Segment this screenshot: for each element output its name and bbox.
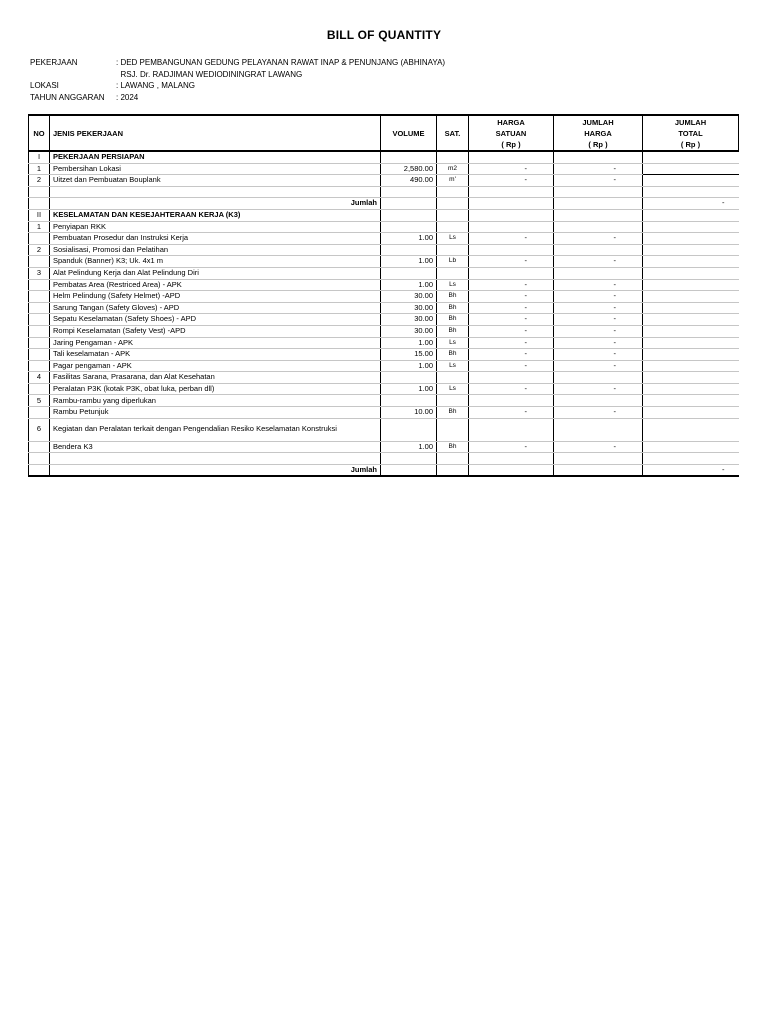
cell-harga-satuan: [469, 186, 554, 198]
cell-harga-satuan: -: [469, 233, 554, 245]
cell-harga-satuan: [469, 209, 554, 221]
cell-harga-satuan: [469, 464, 554, 476]
header-line: HARGA: [584, 128, 612, 138]
document-title: BILL OF QUANTITY: [326, 28, 442, 42]
table-row: [29, 441, 739, 453]
cell-jenis-pekerjaan: Penyiapan RKK: [50, 221, 381, 233]
cell-jenis-pekerjaan: Sosialisasi, Promosi dan Pelatihan: [50, 244, 381, 256]
cell-volume: 30.00: [381, 291, 437, 303]
table-row: [29, 244, 739, 256]
cell-jumlah-total: [643, 453, 739, 465]
cell-jenis-pekerjaan: Spanduk (Banner) K3; Uk. 4x1 m: [50, 256, 381, 268]
cell-volume: [381, 151, 437, 163]
cell-jumlah-total: [643, 151, 739, 163]
cell-jumlah-harga: [554, 221, 643, 233]
cell-jumlah-harga: [554, 418, 643, 441]
cell-harga-satuan: -: [469, 302, 554, 314]
meta-value: : LAWANG , MALANG: [116, 81, 195, 90]
cell-harga-satuan: -: [469, 337, 554, 349]
cell-sat: [437, 464, 469, 476]
table-row: [29, 175, 739, 187]
cell-sat: [437, 198, 469, 210]
cell-no: [29, 337, 50, 349]
cell-jumlah-harga: [554, 186, 643, 198]
cell-sat: [437, 186, 469, 198]
table-row: [29, 372, 739, 384]
table-row: [29, 383, 739, 395]
cell-sat: [437, 267, 469, 279]
cell-no: [29, 291, 50, 303]
cell-volume: [381, 464, 437, 476]
table-row: [29, 233, 739, 245]
cell-no: 2: [29, 244, 50, 256]
cell-volume: 1.00: [381, 360, 437, 372]
cell-harga-satuan: [469, 151, 554, 163]
header-harga-satuan: [469, 115, 554, 151]
cell-no: [29, 464, 50, 476]
table-row: [29, 151, 739, 163]
cell-sat: Bh: [437, 314, 469, 326]
cell-jenis-pekerjaan: Rambu-rambu yang diperlukan: [50, 395, 381, 407]
cell-jenis-pekerjaan: KESELAMATAN DAN KESEJAHTERAAN KERJA (K3): [50, 209, 381, 221]
cell-harga-satuan: -: [469, 407, 554, 419]
cell-jumlah-harga: -: [554, 337, 643, 349]
cell-jenis-pekerjaan: [50, 453, 381, 465]
cell-sat: Ls: [437, 360, 469, 372]
cell-jumlah-label: Jumlah: [50, 198, 381, 210]
cell-jumlah-total: [643, 302, 739, 314]
cell-jenis-pekerjaan: Peralatan P3K (kotak P3K, obat luka, perban dll): [50, 383, 381, 395]
cell-jumlah-total: [643, 314, 739, 326]
cell-no: 2: [29, 175, 50, 187]
cell-no: [29, 233, 50, 245]
header-line: TOTAL: [678, 128, 703, 138]
cell-sat: Bh: [437, 291, 469, 303]
cell-sat: Lb: [437, 256, 469, 268]
table-row: [29, 186, 739, 198]
table-row: [29, 407, 739, 419]
header-line: ( Rp ): [588, 139, 608, 149]
cell-sat: [437, 244, 469, 256]
cell-harga-satuan: [469, 395, 554, 407]
cell-sat: [437, 395, 469, 407]
cell-harga-satuan: -: [469, 256, 554, 268]
cell-volume: [381, 221, 437, 233]
table-row: [29, 395, 739, 407]
cell-volume: 1.00: [381, 337, 437, 349]
cell-no: [29, 279, 50, 291]
table-row: [29, 267, 739, 279]
table-row: [29, 349, 739, 361]
header-line: ( Rp ): [680, 139, 701, 149]
cell-jumlah-harga: -: [554, 256, 643, 268]
cell-no: 4: [29, 372, 50, 384]
cell-sat: Bh: [437, 302, 469, 314]
meta-row-tahun: [30, 92, 445, 104]
cell-sat: m2: [437, 163, 469, 175]
cell-volume: [381, 209, 437, 221]
meta-row-lokasi: [30, 80, 445, 92]
meta-label: PEKERJAAN: [30, 58, 78, 67]
cell-volume: 490.00: [381, 175, 437, 187]
cell-volume: 30.00: [381, 314, 437, 326]
table-body: [29, 151, 739, 476]
meta-value: RSJ. Dr. RADJIMAN WEDIODININGRAT LAWANG: [116, 69, 303, 79]
cell-no: [29, 256, 50, 268]
cell-volume: [381, 418, 437, 441]
cell-jumlah-total: [643, 418, 739, 441]
cell-jenis-pekerjaan: PEKERJAAN PERSIAPAN: [50, 151, 381, 163]
cell-volume: [381, 267, 437, 279]
cell-volume: 30.00: [381, 325, 437, 337]
cell-no: [29, 349, 50, 361]
cell-jumlah-total: [643, 291, 739, 303]
cell-jumlah-harga: [554, 267, 643, 279]
header-volume: VOLUME: [381, 115, 437, 151]
cell-harga-satuan: [469, 221, 554, 233]
header-line: JUMLAH: [674, 117, 707, 127]
cell-no: [29, 453, 50, 465]
cell-jumlah-harga: -: [554, 233, 643, 245]
cell-sat: Ls: [437, 337, 469, 349]
table-row: [29, 221, 739, 233]
cell-volume: 15.00: [381, 349, 437, 361]
cell-jumlah-total: [643, 163, 739, 175]
cell-jenis-pekerjaan: Bendera K3: [50, 441, 381, 453]
cell-jenis-pekerjaan: [50, 186, 381, 198]
cell-harga-satuan: [469, 372, 554, 384]
cell-no: [29, 198, 50, 210]
cell-jenis-pekerjaan: Helm Pelindung (Safety Helmet) -APD: [50, 291, 381, 303]
cell-jumlah-harga: -: [554, 279, 643, 291]
cell-harga-satuan: [469, 244, 554, 256]
project-info: [30, 57, 445, 103]
meta-label: TAHUN ANGGARAN: [30, 92, 105, 102]
cell-sat: [437, 372, 469, 384]
cell-jumlah-label: Jumlah: [50, 464, 381, 476]
cell-jumlah-harga: -: [554, 383, 643, 395]
table-row: [29, 209, 739, 221]
cell-jumlah-harga: -: [554, 407, 643, 419]
cell-no: 6: [29, 418, 50, 441]
cell-sat: m': [437, 175, 469, 187]
cell-jenis-pekerjaan: Rambu Petunjuk: [50, 407, 381, 419]
cell-sat: Ls: [437, 279, 469, 291]
cell-sat: [437, 418, 469, 441]
meta-value: : DED PEMBANGUNAN GEDUNG PELAYANAN RAWAT INAP & PENUNJANG (ABHINAYA): [116, 58, 446, 67]
cell-jenis-pekerjaan: Pagar pengaman - APK: [50, 360, 381, 372]
header-sat: SAT.: [437, 115, 469, 151]
header-no: NO: [29, 115, 50, 151]
cell-no: [29, 325, 50, 337]
cell-jumlah-harga: [554, 372, 643, 384]
cell-jumlah-harga: [554, 244, 643, 256]
cell-harga-satuan: -: [469, 163, 554, 175]
cell-jumlah-total: [643, 256, 739, 268]
table-row: [29, 302, 739, 314]
cell-no: [29, 302, 50, 314]
cell-jenis-pekerjaan: Pembersihan Lokasi: [50, 163, 381, 175]
table-row: [29, 314, 739, 326]
cell-jumlah-total: [643, 441, 739, 453]
cell-harga-satuan: -: [469, 360, 554, 372]
cell-no: [29, 314, 50, 326]
cell-jumlah-total: [643, 267, 739, 279]
cell-jumlah-total: [643, 337, 739, 349]
meta-row-pekerjaan: [30, 57, 445, 69]
cell-jenis-pekerjaan: Alat Pelindung Kerja dan Alat Pelindung Diri: [50, 267, 381, 279]
cell-jenis-pekerjaan: Jaring Pengaman - APK: [50, 337, 381, 349]
cell-volume: [381, 186, 437, 198]
meta-value: : 2024: [116, 92, 139, 102]
cell-jumlah-total: [643, 221, 739, 233]
cell-jumlah-total: [643, 349, 739, 361]
cell-volume: [381, 198, 437, 210]
cell-volume: 2,580.00: [381, 163, 437, 175]
cell-volume: 1.00: [381, 256, 437, 268]
bill-of-quantity-table: [28, 114, 739, 477]
cell-volume: 1.00: [381, 441, 437, 453]
table-row: [29, 464, 739, 476]
cell-no: 1: [29, 221, 50, 233]
cell-sat: [437, 221, 469, 233]
table-row: [29, 256, 739, 268]
cell-sat: [437, 151, 469, 163]
cell-harga-satuan: [469, 267, 554, 279]
cell-jumlah-total: [643, 360, 739, 372]
cell-jumlah-harga: [554, 209, 643, 221]
cell-volume: 30.00: [381, 302, 437, 314]
table-row: [29, 337, 739, 349]
cell-jumlah-total: [643, 383, 739, 395]
cell-jumlah-harga: -: [554, 441, 643, 453]
header-line: SATUAN: [495, 128, 527, 138]
cell-harga-satuan: -: [469, 314, 554, 326]
cell-jumlah-total: [643, 325, 739, 337]
cell-sat: Ls: [437, 233, 469, 245]
cell-harga-satuan: -: [469, 175, 554, 187]
cell-jumlah-harga: -: [554, 302, 643, 314]
cell-sat: Bh: [437, 325, 469, 337]
cell-jumlah-harga: [554, 198, 643, 210]
cell-jumlah-total: [643, 175, 739, 187]
header-line: JUMLAH: [582, 117, 614, 127]
cell-no: 3: [29, 267, 50, 279]
cell-harga-satuan: -: [469, 325, 554, 337]
cell-jenis-pekerjaan: Tali keselamatan - APK: [50, 349, 381, 361]
cell-harga-satuan: [469, 453, 554, 465]
cell-harga-satuan: -: [469, 383, 554, 395]
table-row: [29, 453, 739, 465]
table-row: [29, 198, 739, 210]
cell-volume: 1.00: [381, 233, 437, 245]
cell-volume: [381, 244, 437, 256]
cell-jenis-pekerjaan: Uitzet dan Pembuatan Bouplank: [50, 175, 381, 187]
cell-no: I: [29, 151, 50, 163]
cell-jumlah-total: [643, 372, 739, 384]
cell-sat: Bh: [437, 441, 469, 453]
cell-no: [29, 186, 50, 198]
cell-jenis-pekerjaan: Sarung Tangan (Safety Gloves) - APD: [50, 302, 381, 314]
cell-jenis-pekerjaan: Kegiatan dan Peralatan terkait dengan Pengendalian Resiko Keselamatan Konstruksi: [50, 418, 381, 441]
cell-sat: Ls: [437, 383, 469, 395]
cell-volume: [381, 453, 437, 465]
cell-jenis-pekerjaan: Pembuatan Prosedur dan Instruksi Kerja: [50, 233, 381, 245]
cell-jumlah-total: [643, 395, 739, 407]
meta-label: LOKASI: [30, 81, 59, 90]
cell-jumlah-total: [643, 407, 739, 419]
cell-harga-satuan: -: [469, 349, 554, 361]
cell-jumlah-harga: [554, 453, 643, 465]
cell-jumlah-total: [643, 244, 739, 256]
cell-jumlah-total: -: [643, 198, 739, 210]
cell-volume: [381, 395, 437, 407]
cell-jumlah-total: [643, 209, 739, 221]
cell-sat: Bh: [437, 349, 469, 361]
cell-no: [29, 407, 50, 419]
cell-jenis-pekerjaan: Rompi Keselamatan (Safety Vest) -APD: [50, 325, 381, 337]
cell-volume: [381, 372, 437, 384]
cell-sat: [437, 453, 469, 465]
header-jumlah-harga: [554, 115, 643, 151]
cell-jumlah-harga: [554, 395, 643, 407]
header-jenis-pekerjaan: JENIS PEKERJAAN: [50, 115, 381, 151]
cell-harga-satuan: -: [469, 291, 554, 303]
cell-jumlah-harga: -: [554, 291, 643, 303]
table-row: [29, 291, 739, 303]
cell-jumlah-harga: [554, 464, 643, 476]
table-row: [29, 325, 739, 337]
cell-jumlah-harga: [554, 151, 643, 163]
cell-no: 1: [29, 163, 50, 175]
cell-sat: Bh: [437, 407, 469, 419]
cell-no: [29, 360, 50, 372]
cell-jumlah-harga: -: [554, 314, 643, 326]
cell-no: [29, 383, 50, 395]
cell-jumlah-total: [643, 186, 739, 198]
table-header: [29, 115, 739, 151]
cell-jumlah-harga: -: [554, 163, 643, 175]
table-row: [29, 163, 739, 175]
meta-label: [30, 69, 116, 81]
table-row: [29, 418, 739, 441]
cell-jumlah-total: [643, 233, 739, 245]
header-jumlah-total: [643, 115, 739, 151]
cell-volume: 10.00: [381, 407, 437, 419]
header-line: ( Rp ): [501, 139, 521, 149]
cell-no: [29, 441, 50, 453]
cell-jumlah-total: -: [643, 464, 739, 476]
cell-harga-satuan: -: [469, 441, 554, 453]
cell-jenis-pekerjaan: Sepatu Keselamatan (Safety Shoes) - APD: [50, 314, 381, 326]
cell-sat: [437, 209, 469, 221]
cell-volume: 1.00: [381, 279, 437, 291]
cell-jumlah-harga: -: [554, 175, 643, 187]
cell-jumlah-harga: -: [554, 360, 643, 372]
cell-jenis-pekerjaan: Fasilitas Sarana, Prasarana, dan Alat Kesehatan: [50, 372, 381, 384]
cell-jumlah-total: [643, 279, 739, 291]
cell-volume: 1.00: [381, 383, 437, 395]
cell-harga-satuan: [469, 198, 554, 210]
table-row: [29, 279, 739, 291]
header-line: HARGA: [497, 117, 525, 127]
cell-jumlah-harga: -: [554, 325, 643, 337]
meta-row-pekerjaan-cont: [30, 69, 445, 81]
cell-jenis-pekerjaan: Pembatas Area (Restriced Area) - APK: [50, 279, 381, 291]
cell-jumlah-harga: -: [554, 349, 643, 361]
cell-no: 5: [29, 395, 50, 407]
cell-harga-satuan: [469, 418, 554, 441]
cell-no: II: [29, 209, 50, 221]
table-row: [29, 360, 739, 372]
cell-harga-satuan: -: [469, 279, 554, 291]
